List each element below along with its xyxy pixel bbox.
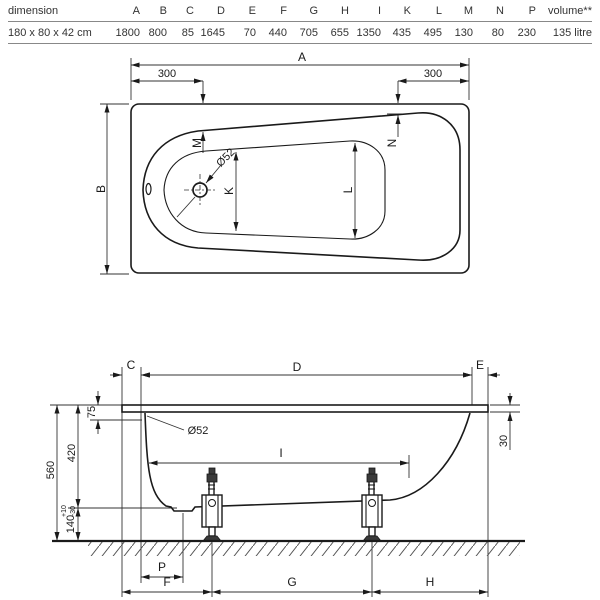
table-cell: 495 <box>423 26 442 39</box>
table-cell: 705 <box>299 26 318 39</box>
table-cell: 70 <box>243 26 256 39</box>
table-header-cell: I <box>377 4 381 17</box>
elevation-view <box>45 358 525 597</box>
dim-label-h: H <box>425 575 435 589</box>
table-cell: 80 <box>491 26 504 39</box>
table-header-cell: volume** <box>547 4 592 17</box>
table-cell: 230 <box>517 26 536 39</box>
table-header-row <box>8 0 592 22</box>
dim-label-g: G <box>287 575 297 589</box>
table-header-cell: H <box>341 4 349 17</box>
table-cell: 85 <box>181 26 194 39</box>
table-header-cell: K <box>403 4 411 17</box>
table-cell: 180 x 80 x 42 cm <box>8 26 92 39</box>
dim-label-c: C <box>126 358 136 372</box>
table-header-cell: E <box>248 4 256 17</box>
drain-hole <box>177 146 237 217</box>
table-header-cell: dimension <box>8 4 59 17</box>
dim-label-e: E <box>475 358 485 372</box>
table-header-cell: L <box>435 4 442 17</box>
table-header-cell: F <box>280 4 287 17</box>
dim-label-f: F <box>163 575 171 589</box>
table-cell: 1645 <box>200 26 225 39</box>
table-header-cell: D <box>217 4 225 17</box>
table-data-row <box>8 22 592 44</box>
dim-label-b: B <box>94 184 108 194</box>
tolerance-minus: -30 <box>70 505 77 517</box>
dim-label-a: A <box>297 50 307 64</box>
dim-label-n: N <box>385 138 399 148</box>
table-cell: 440 <box>268 26 287 39</box>
table-cell: 1350 <box>356 26 381 39</box>
overflow-diameter-label: Ø52 <box>187 425 209 437</box>
offset-left-value: 300 <box>157 68 177 80</box>
table-cell: 435 <box>392 26 411 39</box>
table-header-cell: N <box>496 4 504 17</box>
table-header-cell: G <box>309 4 318 17</box>
drain-diameter-label: Ø52 <box>214 146 238 170</box>
overflow-hole <box>146 184 151 195</box>
offset-right-value: 300 <box>423 68 443 80</box>
table-cell: 130 <box>454 26 473 39</box>
table-header-cell: B <box>159 4 167 17</box>
tolerance-plus: +10 <box>61 505 68 517</box>
dim-label-m: M <box>190 138 204 148</box>
table-cell: 1800 <box>115 26 140 39</box>
inner-depth-value: 420 <box>66 443 78 463</box>
table-header-cell: P <box>528 4 536 17</box>
table-header-cell: A <box>132 4 140 17</box>
table-header-cell: M <box>463 4 473 17</box>
dim-label-i: I <box>279 446 283 460</box>
table-cell: 655 <box>330 26 349 39</box>
dimension-table <box>0 0 600 44</box>
adjustable-foot-left <box>202 468 222 541</box>
plan-view <box>94 50 469 274</box>
table-cell: 135 litre <box>552 26 592 39</box>
adjustable-foot-right <box>362 468 382 541</box>
overflow-height-value: 75 <box>86 405 98 419</box>
table-cell: 800 <box>148 26 167 39</box>
total-height-value: 560 <box>45 460 57 480</box>
dim-label-l: L <box>341 186 355 194</box>
table-header-cell: C <box>186 4 194 17</box>
floor-hatch <box>88 542 520 556</box>
base-clearance-value: 140 <box>65 514 77 534</box>
dim-label-d: D <box>292 360 302 374</box>
dim-label-p: P <box>157 560 167 574</box>
rim-edge-value: 30 <box>498 434 510 448</box>
dim-label-k: K <box>222 186 236 196</box>
